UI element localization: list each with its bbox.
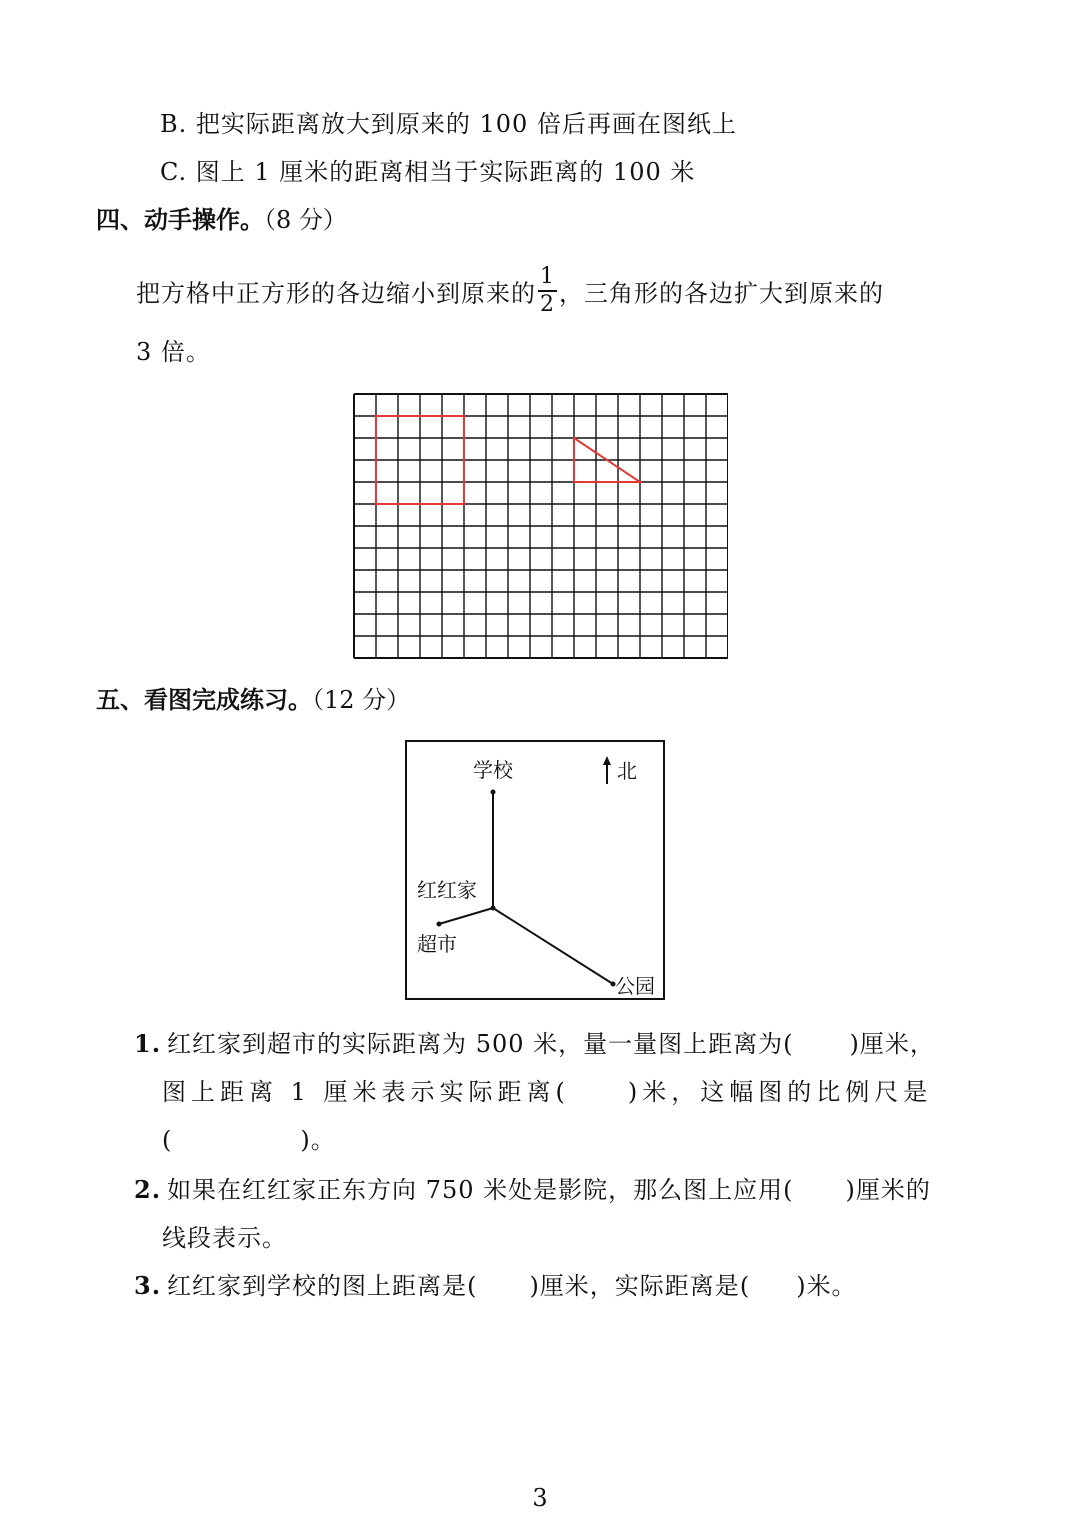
section5-heading <box>96 684 410 716</box>
question-2-line1 <box>134 1174 931 1206</box>
line-home-to-park <box>493 908 613 984</box>
label-north: 北 <box>617 759 637 783</box>
answer-blank[interactable]: ( ) <box>162 1126 311 1154</box>
label-school: 学校 <box>473 758 513 782</box>
question-text: 米。 <box>806 1272 857 1300</box>
instruction-text-after: ，三角形的各边扩大到原来的 <box>559 279 884 308</box>
label-home: 红红家 <box>417 878 477 902</box>
option-c: C. 图上 1 厘米的距离相当于实际距离的 100 米 <box>160 158 696 186</box>
supermarket-point <box>437 922 442 927</box>
grid-lines <box>354 394 728 658</box>
page-number: 3 <box>532 1484 548 1512</box>
answer-blank[interactable]: ( ) <box>555 1078 643 1106</box>
section4-title: 四、动手操作。 <box>96 206 264 234</box>
question-text: 如果在红红家正东方向 750 米处是影院，那么图上应用 <box>167 1176 784 1204</box>
section4-instruction <box>136 264 884 322</box>
fraction-numerator: 1 <box>540 264 555 289</box>
answer-blank[interactable]: ( ) <box>783 1030 860 1058</box>
answer-blank[interactable]: ( ) <box>467 1272 540 1300</box>
north-arrowhead-icon <box>603 756 611 765</box>
question-text: 厘米，实际距离是 <box>539 1272 740 1300</box>
label-park: 公园 <box>615 974 655 998</box>
fraction-denominator: 2 <box>540 292 555 317</box>
question-3 <box>134 1270 857 1302</box>
section5-points: （12 分） <box>312 686 411 714</box>
home-point <box>491 906 496 911</box>
answer-blank[interactable]: ( ) <box>783 1176 856 1204</box>
question-text: 厘米， <box>859 1030 935 1058</box>
question-number: 3. <box>134 1271 162 1300</box>
section4-instruction-line2: 3 倍。 <box>136 338 211 366</box>
question-1-line2 <box>162 1076 932 1108</box>
question-number: 1. <box>134 1029 162 1058</box>
question-text: 厘米的 <box>855 1176 931 1204</box>
question-1-line3 <box>162 1124 336 1156</box>
section4-points: （8 分） <box>264 206 347 234</box>
question-number: 2. <box>134 1175 162 1204</box>
answer-blank[interactable]: ( ) <box>739 1272 807 1300</box>
question-text: 米，这幅图的比例尺是 <box>642 1078 933 1106</box>
question-text: 红红家到超市的实际距离为 500 米，量一量图上距离为 <box>167 1030 784 1058</box>
label-supermarket: 超市 <box>417 932 457 956</box>
question-text: 图上距离 1 厘米表示实际距离 <box>162 1078 556 1106</box>
square-grid <box>352 392 728 660</box>
fraction-half <box>538 264 557 318</box>
instruction-text-before: 把方格中正方形的各边缩小到原来的 <box>136 279 536 308</box>
question-1-line1 <box>134 1028 935 1060</box>
school-point <box>491 790 496 795</box>
question-2-line2: 线段表示。 <box>162 1224 287 1252</box>
question-text: 红红家到学校的图上距离是 <box>167 1272 468 1300</box>
section4-heading <box>96 204 347 236</box>
option-b: B. 把实际距离放大到原来的 100 倍后再画在图纸上 <box>160 110 737 138</box>
section5-title: 五、看图完成练习。 <box>96 686 312 714</box>
question-text: 。 <box>310 1126 336 1154</box>
line-home-to-supermarket <box>439 908 493 924</box>
map-diagram <box>405 740 665 1000</box>
